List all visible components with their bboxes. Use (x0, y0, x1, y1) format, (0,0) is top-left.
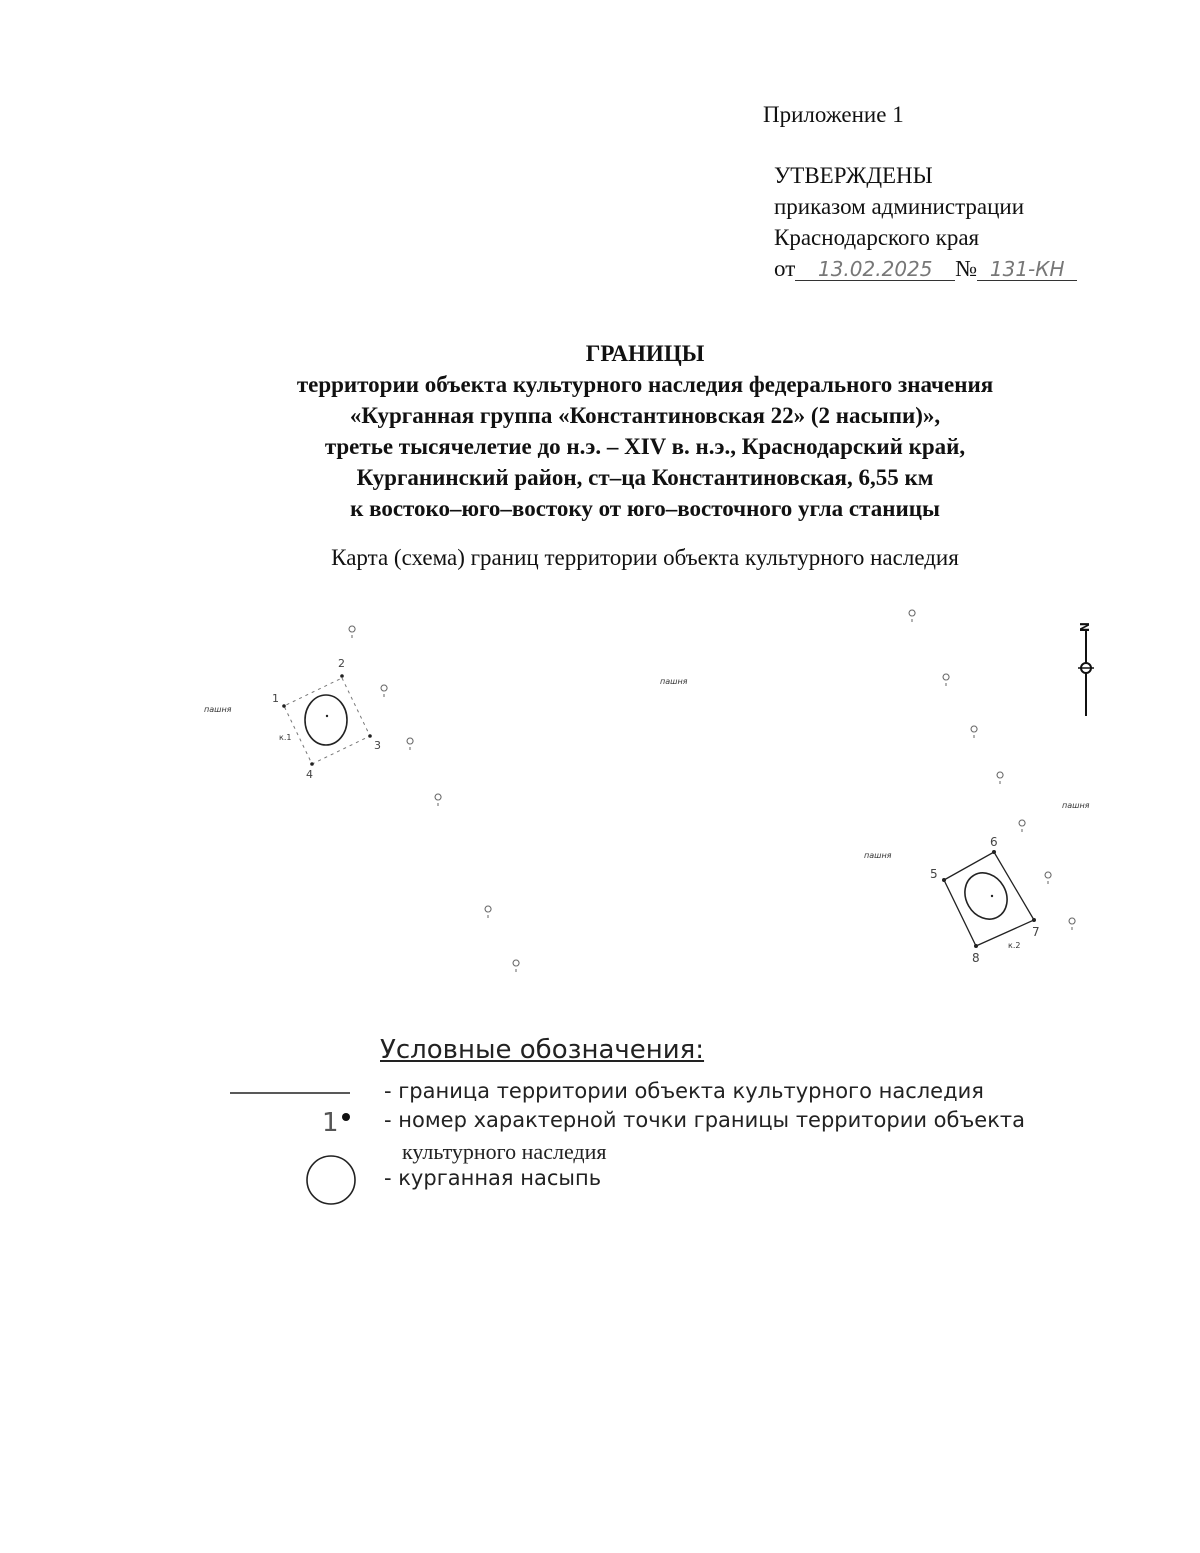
tree-symbols (349, 610, 1075, 972)
approved-line-3: Краснодарского края (774, 225, 980, 250)
mound-2-boundary (944, 852, 1034, 946)
title-line-4: Курганинский район, ст–ца Константиновская, 6,55 км (356, 465, 934, 490)
north-arrow (1077, 622, 1094, 716)
title-line-2: «Курганная группа «Константиновская 22» (2 насыпи)», (349, 403, 941, 428)
point-2-label: 2 (338, 657, 345, 670)
point-5-label: 5 (930, 867, 938, 881)
legend-item-point-number: - номер характерной точки границы территории объекта (384, 1108, 1026, 1132)
north-arrow-label: N (1077, 622, 1091, 633)
legend-point-dot-symbol (342, 1113, 350, 1121)
approved-line-2: приказом администрации (774, 194, 1025, 219)
mound-2 (930, 835, 1040, 965)
mound-2-label: к.2 (1008, 941, 1021, 950)
appendix-label: Приложение 1 (763, 102, 904, 127)
approved-line-1: УТВЕРЖДЕНЫ (774, 163, 933, 188)
number-prefix: № (955, 256, 978, 281)
legend-point-number-symbol: 1 (322, 1108, 339, 1138)
handwritten-number: 131-КН (977, 258, 1077, 281)
date-prefix: от (774, 256, 796, 281)
mound-1 (272, 657, 381, 781)
point-6-label: 6 (990, 835, 998, 849)
title-line-1: территории объекта культурного наследия федерального значения (296, 372, 994, 397)
map-subtitle: Карта (схема) границ территории объекта культурного наследия (331, 545, 959, 570)
point-8-label: 8 (972, 951, 980, 965)
title-line-5: к востоко–юго–востоку от юго–восточного угла станицы (350, 496, 940, 521)
title-line-3: третье тысячелетие до н.э. – XIV в. н.э., Краснодарский край, (324, 434, 966, 459)
mound-1-circle (305, 695, 347, 745)
point-4-label: 4 (306, 768, 313, 781)
legend-mound-circle-symbol (307, 1156, 355, 1204)
legend-item-point-number-cont: культурного наследия (402, 1139, 607, 1164)
legend-item-boundary: - граница территории объекта культурного наследия (384, 1079, 984, 1103)
legend-title: Условные обозначения: (380, 1035, 705, 1065)
mound-1-label: к.1 (279, 733, 292, 742)
field-label: пашня (660, 677, 688, 686)
handwritten-date: 13.02.2025 (795, 258, 955, 281)
legend-item-mound: - курганная насыпь (384, 1166, 602, 1190)
field-label: пашня (864, 851, 892, 860)
field-label: пашня (1062, 801, 1090, 810)
point-3-label: 3 (374, 739, 381, 752)
title-heading: ГРАНИЦЫ (585, 341, 705, 366)
field-label: пашня (204, 705, 232, 714)
point-1-label: 1 (272, 692, 279, 705)
point-7-label: 7 (1032, 925, 1040, 939)
